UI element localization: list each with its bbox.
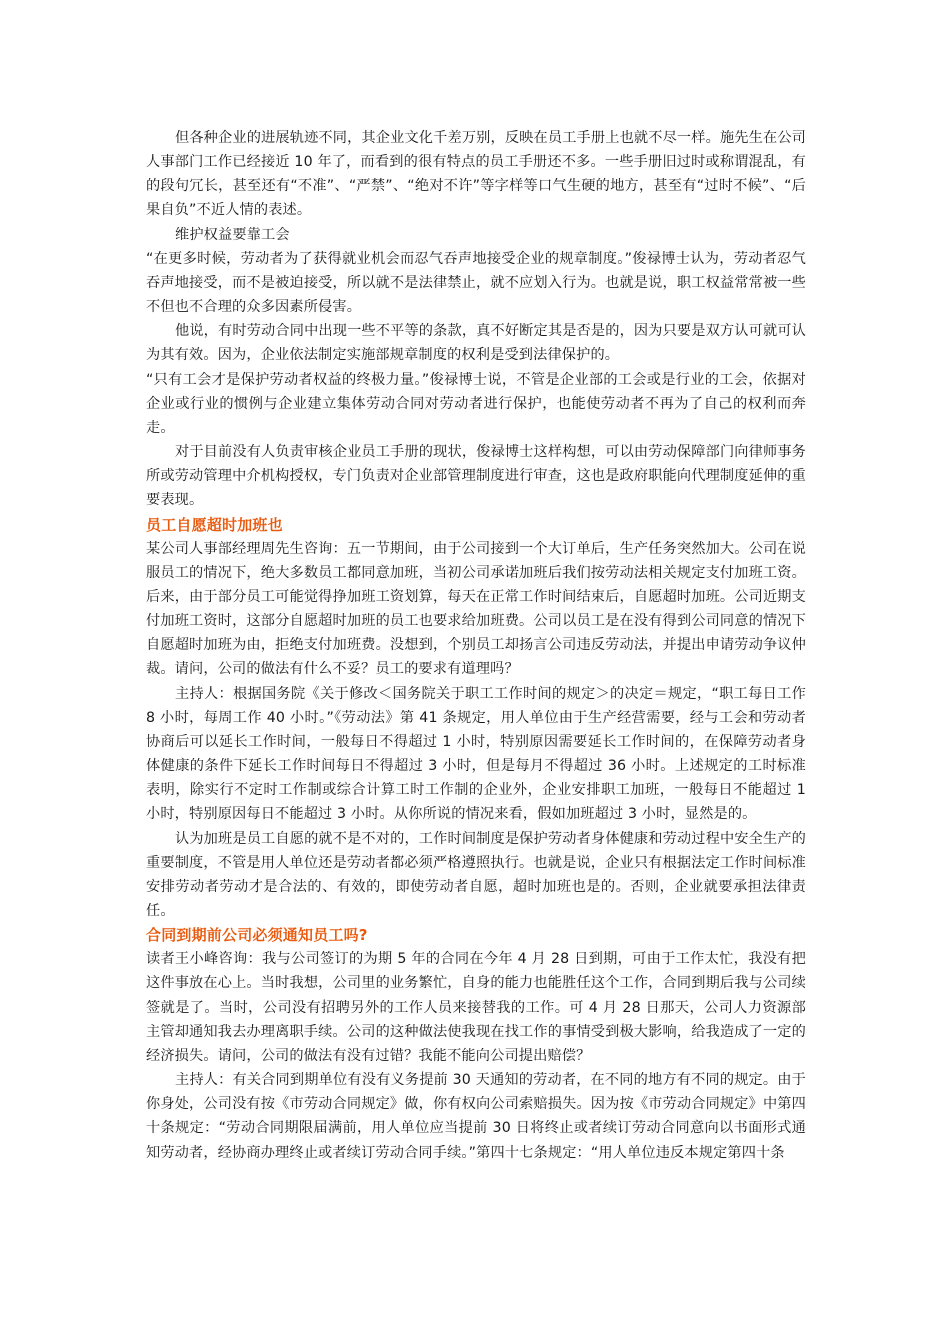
paragraph: 对于目前没有人负责审核企业员工手册的现状，俊禄博士这样构想，可以由劳动保障部门向律师事务所或劳动管理中介机构授权，专门负责对企业部管理制度进行审查，这也是政府职能向代理制度延伸的重要表现。 — [146, 444, 806, 509]
paragraph: “在更多时候，劳动者为了获得就业机会而忍气吞声地接受企业的规章制度。”俊禄博士认为，劳动者忍气吞声地接受，而不是被迫接受，所以就不是法律禁止，就不应划入行为。也就是说，职工权益常常被一些不但也不合理的众多因素所侵害。 — [146, 250, 806, 316]
paragraph: 读者王小峰咨询：我与公司签订的为期 5 年的合同在今年 4 月 28 日到期，可由于工作太忙，我没有把这件事放在心上。当时我想，公司里的业务繁忙，自身的能力也能胜任这个工作，合同到期后我与公司续签就是了。当时，公司没有招聘另外的工作人员来接替我的工作。可 4 月 28 日那天，公司人力资源部主管却通知我去办理离职手续。公司的这种做法使我现在找工作的事情受到极大影响，给我造成了一定的经济损失。请问，公司的做法有没有过错？我能不能向公司提出赔偿？ — [146, 951, 806, 1064]
paragraph: 但各种企业的进展轨迹不同，其企业文化千差万别，反映在员工手册上也就不尽一样。施先生在公司人事部门工作已经接近 10 年了，而看到的很有特点的员工手册还不多。一些手册旧过时或称谓混乱，有的段句冗长，甚至还有“不准”、“严禁”、“绝对不许”等字样等口气生硬的地方，甚至有“过时不候”、“后果自负”不近人情的表述。 — [146, 130, 806, 219]
paragraph: 某公司人事部经理周先生咨询：五一节期间，由于公司接到一个大订单后，生产任务突然加大。公司在说服员工的情况下，绝大多数员工都同意加班，当初公司承诺加班后我们按劳动法相关规定支付加班工资。后来，由于部分员工可能觉得挣加班工资划算，每天在正常工作时间结束后，自愿超时加班。公司近期支付加班工资时，这部分自愿超时加班的员工也要求给加班费。公司以员工是在没有得到公司同意的情况下自愿超时加班为由，拒绝支付加班费。没想到，个别员工却扬言公司违反劳动法，并提出申请劳动争议仲裁。请问，公司的做法有什么不妥？员工的要求有道理吗？ — [146, 540, 806, 678]
paragraph: 主持人：有关合同到期单位有没有义务提前 30 天通知的劳动者，在不同的地方有不同的规定。由于你身处，公司没有按《市劳动合同规定》做，你有权向公司索赔损失。因为按《市劳动合同规定》中第四十条规定：“劳动合同期限届满前，用人单位应当提前 30 日将终止或者续订劳动合同意向以书面形式通知劳动者，经协商办理终止或者续订劳动合同手续。”第四十七条规定：“用人单位违反本规定第四十条 — [146, 1072, 806, 1161]
section-heading: 员工自愿超时加班也 — [146, 515, 283, 534]
section-heading: 合同到期前公司必须通知员工吗? — [146, 926, 368, 945]
paragraph: 主持人：根据国务院《关于修改＜国务院关于职工工作时间的规定＞的决定＝规定，“职工每日工作 8 小时，每周工作 40 小时。”《劳动法》第 41 条规定，用人单位由于生产经营需要，经与工会和劳动者协商后可以延长工作时间，一般每日不得超过 1 小时，特别原因需要延长工作时间的，在保障劳动者身体健康的条件下延长工作时间每日不得超过 3 小时，但是每月不得超过 36 小时。上述规定的工时标准表明，除实行不定时工作制或综合计算工时工作制的企业外，企业安排职工加班，一般每日不能超过 1 小时，特别原因每日不能超过 3 小时。从你所说的情况来看，假如加班超过 3 小时，显然是的。 — [146, 685, 806, 823]
paragraph: 认为加班是员工自愿的就不是不对的，工作时间制度是保护劳动者身体健康和劳动过程中安全生产的重要制度，不管是用人单位还是劳动者都必须严格遵照执行。也就是说，企业只有根据法定工作时间标准安排劳动者劳动才是合法的、有效的，即使劳动者自愿，超时加班也是的。否则，企业就要承担法律责任。 — [146, 830, 806, 919]
document-body — [146, 126, 806, 1165]
paragraph: 他说，有时劳动合同中出现一些不平等的条款，真不好断定其是否是的，因为只要是双方认可就可认为其有效。因为，企业依法制定实施部规章制度的权利是受到法律保护的。 — [146, 323, 806, 364]
paragraph: “只有工会才是保护劳动者权益的终极力量。”俊禄博士说，不管是企业部的工会或是行业的工会，依据对企业或行业的惯例与企业建立集体劳动合同对劳动者进行保护，也能使劳动者不再为了自己的权利而奔走。 — [146, 371, 806, 436]
paragraph: 维护权益要靠工会 — [175, 226, 290, 243]
